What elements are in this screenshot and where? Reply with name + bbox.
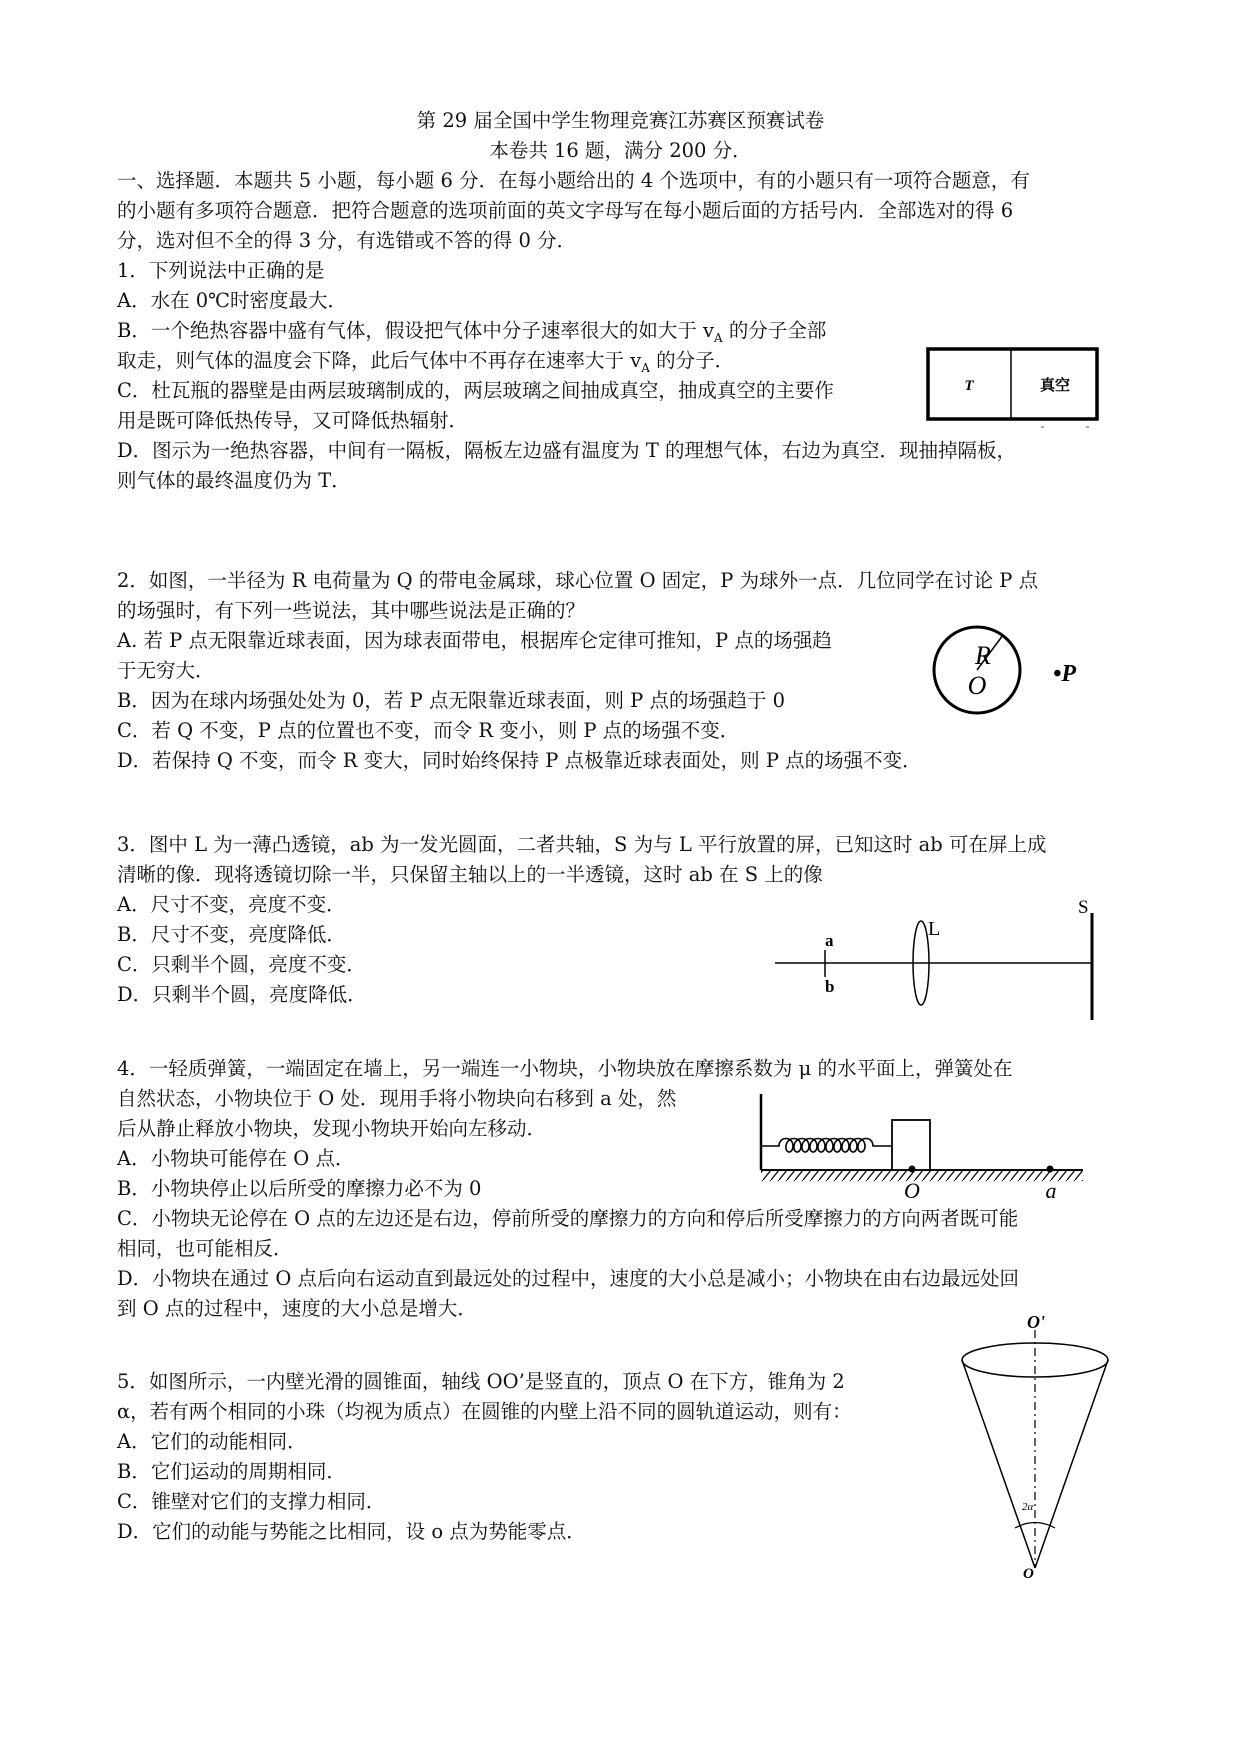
q4-option-c-line-1: C．小物块无论停在 O 点的左边还是右边，停前所受的摩擦力的方向和停后所受摩擦力的方向两者既可能	[117, 1207, 1019, 1230]
page-title: 第 29 届全国中学生物理竞赛江苏赛区预赛试卷	[416, 109, 825, 132]
q4-stem-line-2: 自然状态，小物块位于 O 处．现用手将小物块向右移到 a 处，然	[117, 1087, 677, 1110]
q3-option-a: A．尺寸不变，亮度不变．	[117, 893, 346, 916]
q3-stem-line-2: 清晰的像．现将透镜切除一半，只保留主轴以上的一半透镜，这时 ab 在 S 上的像	[117, 863, 823, 886]
section-intro-line-2: 的小题有多项符合题意．把符合题意的选项前面的英文字母写在每小题后面的方括号内．全部选对的得 6	[117, 199, 1014, 222]
q1-option-c-line-2: 用是既可降低热传导，又可降低热辐射．	[117, 409, 469, 432]
q5-cone-figure	[950, 1310, 1120, 1580]
q4-option-d-line-1: D．小物块在通过 O 点后向右运动直到最远处的过程中，速度的大小总是减小；小物块在由右边最远处回	[117, 1267, 1020, 1290]
q2-fig-r-label: R	[975, 641, 991, 670]
q1-stem: 1．下列说法中正确的是	[117, 259, 325, 282]
q1-option-b-line-1: B．一个绝热容器中盛有气体，假设把气体中分子速率很大的如大于 $v_A$ 的分子全部	[117, 319, 827, 345]
q1-option-b-line-2: 取走，则气体的温度会下降，此后气体中不再存在速率大于 $v_A$ 的分子．	[117, 349, 735, 375]
q5-option-b: B．它们运动的周期相同．	[117, 1460, 346, 1483]
q5-fig-angle-label: 2α	[1022, 1501, 1034, 1513]
q2-stem-line-1: 2．如图，一半径为 R 电荷量为 Q 的带电金属球，球心位置 O 固定，P 为球外一点．几位同学在讨论 P 点	[117, 569, 1039, 592]
q4-spring-figure	[755, 1090, 1095, 1205]
q1-subscript: A	[714, 330, 723, 345]
q5-fig-bottom-label: O	[1023, 1566, 1034, 1580]
section-intro-line-3: 分，选对但不全的得 3 分，有选错或不答的得 0 分．	[117, 229, 577, 252]
page-subtitle: 本卷共 16 题，满分 200 分．	[489, 139, 752, 162]
q2-fig-o-label: O	[967, 671, 987, 700]
q2-option-a-line-2: 于无穷大．	[117, 659, 215, 682]
q3-fig-a-label: a	[825, 931, 834, 950]
q3-stem-line-1: 3．图中 L 为一薄凸透镜，ab 为一发光圆面，二者共轴，S 为与 L 平行放置的屏，已知这时 ab 可在屏上成	[117, 833, 1047, 856]
q2-stem-line-2: 的场强时，有下列一些说法，其中哪些说法是正确的？	[117, 599, 586, 622]
q4-option-c-line-2: 相同，也可能相反．	[117, 1237, 293, 1260]
q5-option-a: A．它们的动能相同．	[117, 1430, 307, 1453]
q1-option-d-line-1: D．图示为一绝热容器，中间有一隔板，隔板左边盛有温度为 T 的理想气体，右边为真空．现抽掉隔板，	[117, 439, 1017, 462]
q2-option-b: B．因为在球内场强处处为 0，若 P 点无限靠近球表面，则 P 点的场强趋于 0	[117, 689, 786, 712]
q2-option-c: C．若 Q 不变，P 点的位置也不变，而令 R 变小，则 P 点的场强不变．	[117, 719, 740, 742]
q5-stem-line-2: α，若有两个相同的小珠（均视为质点）在圆锥的内壁上沿不同的圆轨道运动，则有：	[117, 1400, 852, 1423]
q4-option-b: B．小物块停止以后所受的摩擦力必不为 0	[117, 1177, 482, 1200]
q3-option-d: D．只剩半个圆，亮度降低．	[117, 983, 367, 1006]
q1-fig-right-label: 真空	[1039, 378, 1071, 394]
q4-option-d-line-2: 到 O 点的过程中，速度的大小总是增大．	[117, 1297, 477, 1320]
q1-container-figure	[925, 345, 1105, 435]
q5-fig-top-label: O'	[1027, 1312, 1045, 1332]
q2-option-d: D．若保持 Q 不变，而令 R 变大，同时始终保持 P 点极靠近球表面处，则 P 点的场强不变．	[117, 749, 922, 772]
q4-option-a: A．小物块可能停在 O 点．	[117, 1147, 355, 1170]
q4-stem-line-1: 4．一轻质弹簧，一端固定在墙上，另一端连一小物块，小物块放在摩擦系数为 μ 的水平面上，弹簧处在	[117, 1057, 1013, 1080]
q3-fig-l-label: L	[928, 918, 941, 940]
q2-fig-p-label: •P	[1053, 661, 1077, 687]
q5-stem-line-1: 5．如图所示，一内壁光滑的圆锥面，轴线 OO’是竖直的，顶点 O 在下方，锥角为 2	[117, 1370, 845, 1393]
q2-sphere-figure	[925, 620, 1125, 720]
q3-option-c: C．只剩半个圆，亮度不变．	[117, 953, 366, 976]
q4-stem-line-3: 后从静止释放小物块，发现小物块开始向左移动．	[117, 1117, 547, 1140]
q5-option-c: C．锥壁对它们的支撑力相同．	[117, 1490, 386, 1513]
q1-option-a: A．水在 0℃时密度最大．	[117, 289, 348, 312]
q3-lens-figure	[770, 895, 1110, 1025]
q1-option-c-line-1: C．杜瓦瓶的器壁是由两层玻璃制成的，两层玻璃之间抽成真空，抽成真空的主要作	[117, 379, 834, 402]
q4-fig-a-label: a	[1045, 1178, 1057, 1203]
q2-option-a-line-1: A. 若 P 点无限靠近球表面，因为球表面带电，根据库仑定律可推知，P 点的场强趋	[117, 629, 832, 652]
q1-fig-left-label: T	[964, 378, 974, 394]
q4-fig-o-label: O	[904, 1178, 920, 1203]
q1-option-d-line-2: 则气体的最终温度仍为 T．	[117, 469, 351, 492]
section-intro-line-1: 一、选择题．本题共 5 小题，每小题 6 分．在每小题给出的 4 个选项中，有的小题只有一项符合题意，有	[117, 169, 1030, 192]
q1-subscript: A	[641, 360, 650, 375]
q5-option-d: D．它们的动能与势能之比相同，设 o 点为势能零点．	[117, 1520, 586, 1543]
q3-fig-s-label: S	[1078, 897, 1089, 918]
q3-fig-b-label: b	[825, 977, 835, 996]
q3-option-b: B．尺寸不变，亮度降低．	[117, 923, 346, 946]
